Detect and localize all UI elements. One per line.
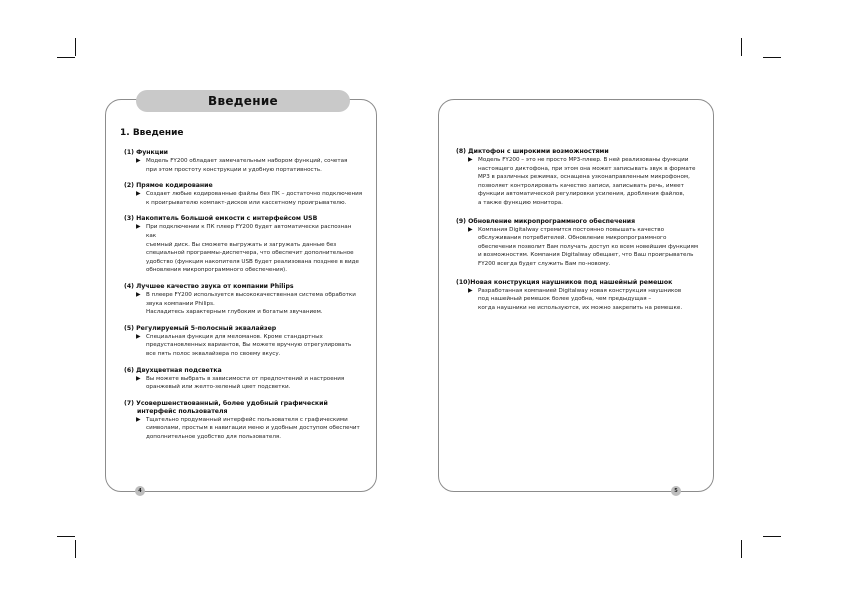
text-line: Создает любые кодированные файлы без ПК – достаточно подключения [146,191,363,198]
section-usb-storage [124,215,374,275]
arrow-right-icon: ▶ [468,156,473,163]
bullet-item [456,156,708,208]
arrow-right-icon: ▶ [468,225,473,233]
text-line: функции автоматической регулировки усиления, дробления файлов, [478,191,685,198]
section-firmware [456,218,708,269]
bullet-item [124,291,374,317]
section-headphones [456,279,708,313]
chapter-title: 1. Введение [120,128,184,138]
text-line: позволяет контролировать качество записи, записывать речь, имеет [478,182,684,189]
section-backlight [124,367,374,392]
section-direct-encoding [124,182,374,207]
right-column [456,148,708,320]
text-line: настоящего диктофона, при этом она может записывать звук в формате [478,165,696,172]
text-line: Компания Digitalway стремится постоянно повышать качество [478,226,665,233]
crop-mark [57,57,75,58]
bullet-item [124,157,374,174]
bullet-item [456,287,708,313]
text-line: к проигрывателю компакт-дисков или кассетному проигрывателю. [146,199,347,206]
text-line: обслуживания потребителей. Обновление микропрограммного [478,235,667,242]
text-line: удобство (функция накопителя USB будет реализована позднее в виде [146,258,359,265]
text-line: а также функцию монитора. [478,199,563,206]
section-sound-quality [124,283,374,317]
crop-mark [57,536,75,537]
text-line: Разработанная компанией Digitalway новая конструкция наушников [478,287,682,294]
section-title: (1) Функции [124,149,169,156]
arrow-right-icon: ▶ [136,290,141,298]
arrow-right-icon: ▶ [136,190,141,198]
text-line: когда наушники не используются, их можно закрепить на ремешке. [478,304,683,311]
text-line: Вы можете выбрать в зависимости от предпочтений и настроения [146,375,345,382]
arrow-right-icon: ▶ [136,223,141,231]
section-title: (8) Диктофон с широкими возможностями [456,148,609,155]
text-line: звука компании Philips. [146,300,215,307]
page-number-left: 4 [135,486,145,496]
page-header: Введение [136,90,350,112]
crop-mark [763,57,781,58]
text-line: как [146,232,157,239]
text-line: Модель FY200 обладает замечательным набором функций, сочетая [146,158,348,164]
text-line: обновления микропрограммного обеспечения). [146,267,287,274]
text-line: под нашейный ремешок более удобна, чем предыдущая – [478,296,652,303]
left-column [124,149,374,449]
section-title: (5) Регулируемый 5-полосный эквалайзер [124,324,277,332]
text-line: и возможностям. Компания Digitalway обещает, что Ваш проигрыватель [478,252,694,259]
section-title: (4) Лучшее качество звука от компании Philips [124,282,294,290]
section-equalizer [124,325,374,359]
crop-mark [741,38,742,56]
section-title: (10)Новая конструкция наушников под нашейный ремешок [456,278,673,286]
section-functions [124,149,374,174]
crop-mark [763,536,781,537]
bullet-item [456,226,708,269]
text-line: Модель FY200 – это не просто MP3-плеер. В ней реализованы функции [478,157,689,163]
text-line: специальной программы-диспетчера, что обеспечит дополнительное [146,250,354,257]
arrow-right-icon: ▶ [136,415,141,423]
bullet-item [124,223,374,275]
text-line: Специальная функция для меломанов. Кроме стандартных [146,333,323,340]
section-title: (6) Двухцветная подсветка [124,366,222,374]
section-title: (7) Усовершенствованный, более удобный графический [124,399,328,407]
text-line: дополнительное удобство для пользователя. [146,433,282,440]
arrow-right-icon: ▶ [136,157,141,164]
section-title: (9) Обновление микропрограммного обеспечения [456,217,636,225]
text-line: В плеере FY200 используется высококачественная система обработки [146,291,356,298]
text-line: при этом простоту конструкции и удобную портативность. [146,166,322,173]
text-line: съемный диск. Вы сможете выгружать и загружать данные без [146,241,337,248]
bullet-item [124,333,374,359]
crop-mark [75,540,76,558]
crop-mark [741,540,742,558]
page-number-right: 5 [671,486,681,496]
bullet-item [124,416,374,442]
section-gui [124,400,374,442]
text-line: MP3 в различных режимах, оснащена узконаправленным микрофоном, [478,174,690,181]
crop-mark [75,38,76,56]
text-line: все пять полос эквалайзера по своему вкусу. [146,350,281,357]
text-line: обеспечения позволит Вам получать доступ ко всем новейшим функциям [478,243,699,250]
text-line: Насладитесь характерным глубоким и богатым звучанием. [146,309,323,316]
text-line: FY200 всегда будет служить Вам по-новому. [478,260,611,267]
bullet-item [124,375,374,392]
bullet-item [124,190,374,207]
section-title: (3) Накопитель большой емкости с интерфейсом USB [124,215,318,223]
section-recorder [456,148,708,208]
arrow-right-icon: ▶ [136,374,141,382]
section-title: (2) Прямое кодирование [124,182,213,190]
arrow-right-icon: ▶ [468,286,473,294]
text-line: При подключении к ПК плеер FY200 будет автоматически распознан [146,224,352,231]
text-line: Тщательно продуманный интерфейс пользователя с графическими [146,416,348,423]
text-line: символами, простым в навигации меню и удобным доступом обеспечит [146,425,360,432]
text-line: предустановленных вариантов, Вы можете вручную отрегулировать [146,342,352,349]
arrow-right-icon: ▶ [136,332,141,340]
section-title-continued: интерфейс пользователя [137,407,228,415]
text-line: оранжевый или желто-зеленый цвет подсветки. [146,384,291,391]
